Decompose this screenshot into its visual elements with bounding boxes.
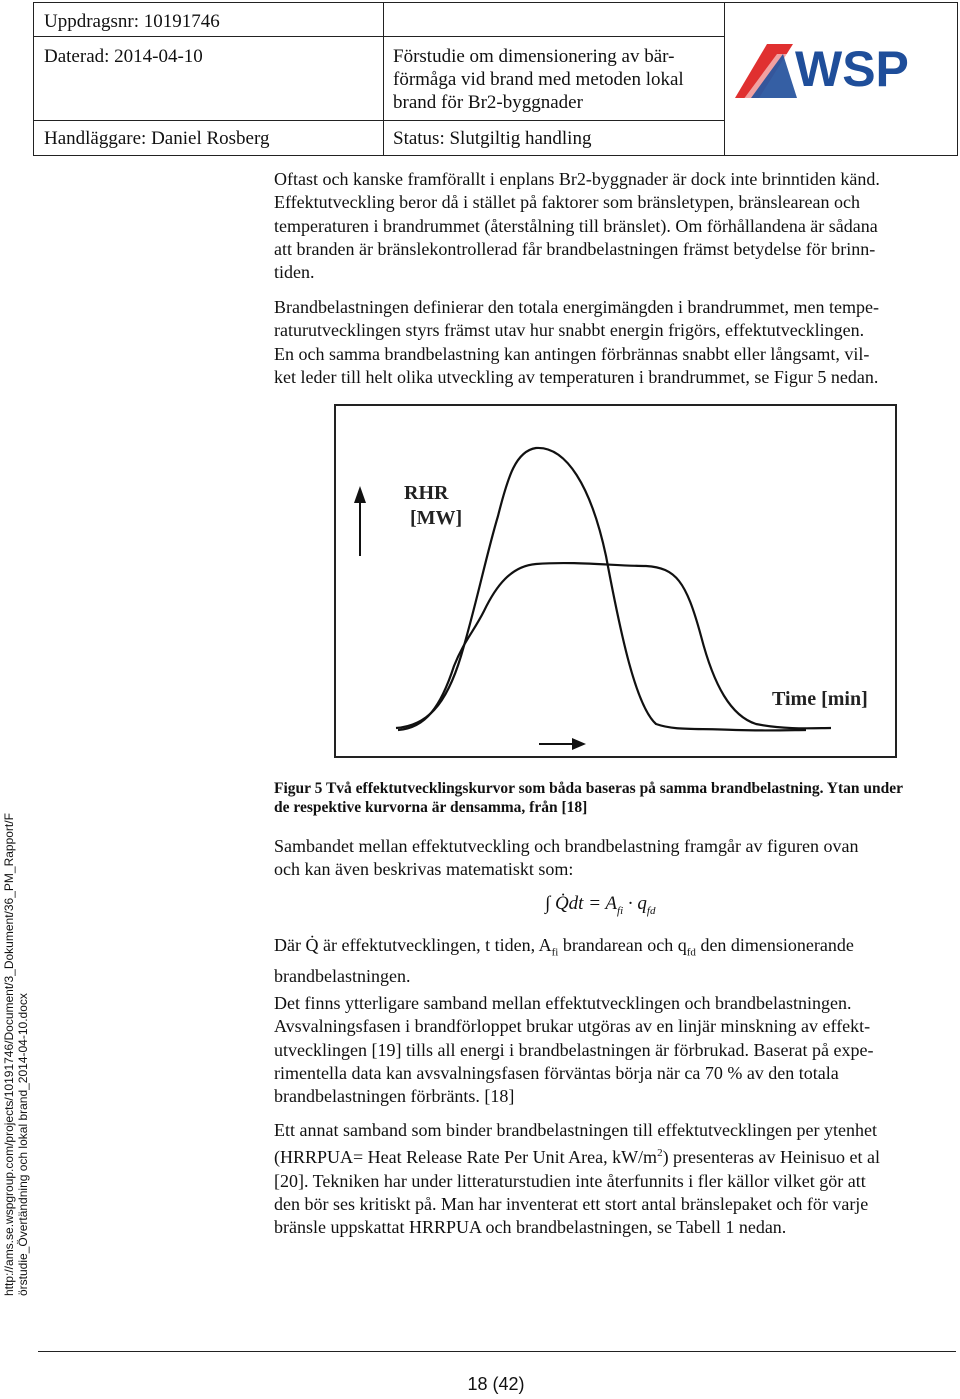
y-label-unit: [MW] bbox=[410, 507, 463, 529]
logo-text: WSP bbox=[795, 41, 909, 97]
text-line: Ett annat samband som binder brandbelastningen till effektutvecklingen per ytenhet bbox=[274, 1120, 877, 1140]
text-line: ket leder till helt olika utveckling av temperaturen i brandrummet, se Figur 5 nedan. bbox=[274, 366, 879, 387]
paragraph bbox=[274, 296, 960, 389]
side-file-path bbox=[0, 0, 40, 1399]
caption-line: Figur 5 Två effektutvecklingskurvor som båda baseras på samma brandbelastning. Ytan under bbox=[274, 780, 903, 797]
wsp-logo-icon bbox=[733, 36, 923, 106]
text-line: En och samma brandbelastning kan antingen förbrännas snabbt eller långsamt, vil- bbox=[274, 343, 870, 364]
text-line: och kan även beskrivas matematiskt som: bbox=[274, 859, 574, 880]
text-line: (HRRPUA= Heat Release Rate Per Unit Area, $kW/m^2$) presenteras av Heinisuo et al bbox=[274, 1147, 880, 1168]
header-divider bbox=[724, 3, 725, 155]
text-line: Effektutveckling beror då i stället på faktorer som bränsletypen, bränslearean och bbox=[274, 192, 860, 213]
uppdragsnr: Uppdragsnr: 10191746 bbox=[44, 11, 220, 32]
paragraph bbox=[274, 1119, 960, 1239]
paragraph bbox=[274, 934, 960, 988]
text-line: tiden. bbox=[274, 262, 315, 283]
figure-caption bbox=[274, 779, 960, 817]
figure-5 bbox=[334, 404, 897, 758]
text-line: brandbelastningen. bbox=[274, 965, 411, 986]
title-line: Förstudie om dimensionering av bär- bbox=[393, 46, 675, 67]
document-title bbox=[393, 45, 684, 114]
header-divider bbox=[383, 3, 384, 155]
x-arrow-head bbox=[572, 738, 586, 750]
text-line: bränsle uppskattat HRRPUA och brandbelastningen, se Tabell 1 nedan. bbox=[274, 1217, 787, 1238]
text-line: rimentella data kan avsvalningsfasen förväntas börja när ca 70 % av den totala bbox=[274, 1062, 839, 1083]
text-line: [20]. Tekniken har under litteraturstudien inte återfunnits i fler källor vilket gör att bbox=[274, 1170, 866, 1191]
y-arrow-head bbox=[354, 486, 366, 503]
title-line: brand för Br2-byggnader bbox=[393, 92, 583, 113]
title-line: förmåga vid brand med metoden lokal bbox=[393, 69, 684, 90]
caption-line: de respektive kurvorna är densamma, från [18] bbox=[274, 799, 588, 816]
handlaggare: Handläggare: Daniel Rosberg bbox=[44, 128, 270, 149]
text-line: Oftast och kanske framförallt i enplans Br2-byggnader är dock inte brinntiden känd. bbox=[274, 169, 880, 189]
text-line: Brandbelastningen definierar den totala energimängden i brandrummet, men tempe- bbox=[274, 297, 879, 317]
paragraph bbox=[274, 992, 960, 1108]
header-divider bbox=[34, 120, 724, 121]
text-line: den bör ses kritiskt på. Man har inventerat ett stort antal bränslepaket och för varje bbox=[274, 1193, 869, 1214]
formula bbox=[545, 893, 655, 917]
text-line: raturutvecklingen styrs främst utav hur snabbt energin frigörs, effektutvecklingen. bbox=[274, 320, 865, 341]
qdot-symbol: Q̇ bbox=[305, 935, 319, 955]
side-path-line: örstudie_Övertändning och lokal brand_2014-04-10.docx bbox=[16, 993, 30, 1296]
curve-slow bbox=[398, 563, 831, 730]
text-line: Sambandet mellan effektutveckling och brandbelastning framgår av figuren ovan bbox=[274, 836, 859, 856]
formula-sub: fd bbox=[646, 904, 656, 917]
heat-release-curves bbox=[336, 406, 895, 756]
x-label: Time [min] bbox=[772, 688, 868, 710]
text-line: Där Q̇ är effektutvecklingen, t tiden, $A_{fi}$ brandarean och $q_{fd}$ den dimensionerande bbox=[274, 935, 854, 959]
status: Status: Slutgiltig handling bbox=[393, 128, 592, 149]
text-line: Det finns ytterligare samband mellan effektutvecklingen och brandbelastningen. bbox=[274, 993, 852, 1013]
text-line: temperaturen i brandrummet (återstålning till bränslet). Om förhållandena är sådana bbox=[274, 215, 878, 236]
daterad: Daterad: 2014-04-10 bbox=[44, 46, 203, 67]
page-number: 18 (42) bbox=[467, 1374, 525, 1394]
text-line: utvecklingen [19] tills all energi i brandbelastningen är förbrukad. Baserat på expe- bbox=[274, 1039, 874, 1060]
side-path-line: http://ams.se.wspgroup.com/projects/10191746/Document/3_Dokument/36_PM_Rapport/F bbox=[2, 813, 16, 1296]
text-line: Avsvalningsfasen i brandförloppet brukar utgöras av en linjär minskning av effekt- bbox=[274, 1016, 871, 1037]
text-line: brandbelastningen förbränts. [18] bbox=[274, 1086, 515, 1107]
paragraph bbox=[274, 835, 960, 882]
header-divider bbox=[34, 36, 724, 37]
y-label: RHR bbox=[404, 482, 449, 504]
curve-fast bbox=[396, 448, 806, 731]
wsp-logo bbox=[733, 36, 923, 106]
formula-mid: · q bbox=[623, 893, 647, 914]
formula-lhs: ∫ Q̇dt = A bbox=[545, 893, 618, 914]
formula-sub: fi bbox=[617, 904, 624, 917]
text-line: att branden är bränslekontrollerad får brandbelastningen främst betydelse för brinn- bbox=[274, 238, 876, 259]
footer-divider bbox=[38, 1351, 956, 1352]
paragraph bbox=[274, 168, 960, 284]
